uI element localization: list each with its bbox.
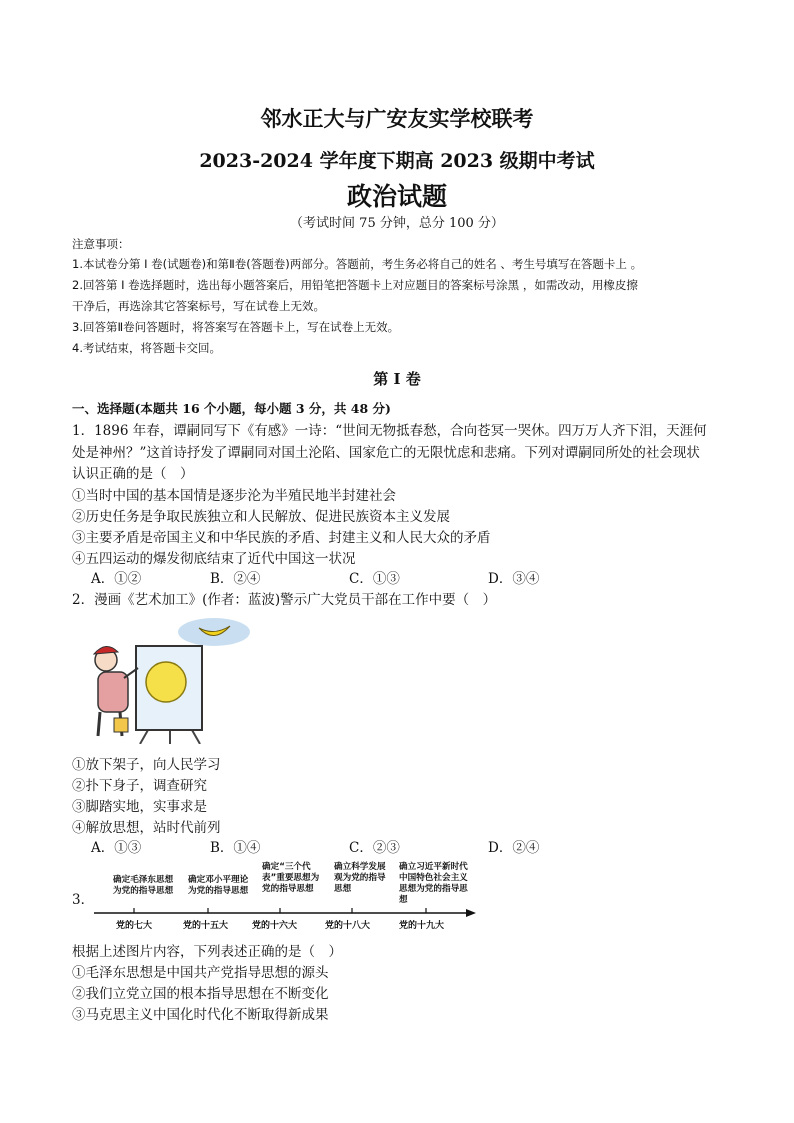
q1-statement: ①当时中国的基本国情是逐步沦为半殖民地半封建社会 (72, 488, 396, 504)
q3-stem: 根据上述图片内容，下列表述正确的是（ ） (72, 944, 342, 960)
exam-term-title: 2023-2024 学年度下期高 2023 级期中考试 (199, 150, 595, 172)
q1-stem-line: 1．1896 年春，谭嗣同写下《有感》一诗：“世间无物抵春愁，合向苍冥一哭休。四万万人齐下泪，天涯何 (72, 423, 707, 439)
q2-option-d: D．②④ (488, 840, 540, 856)
q1-option-c: C．①③ (349, 571, 400, 587)
timeline-event-text: 确定毛泽东思想为党的指导思想 (113, 875, 174, 896)
q2-option-b: B．①④ (210, 840, 261, 856)
q2-statement: ④解放思想，站时代前列 (72, 820, 221, 836)
timeline-label: 党的七大 (116, 921, 153, 931)
q1-stem-line: 认识正确的是（ ） (72, 466, 194, 482)
notes-heading: 注意事项： (72, 237, 130, 251)
q2-statement: ③脚踏实地，实事求是 (72, 799, 207, 815)
q2-option-c: C．②③ (349, 840, 400, 856)
note-item: 1.本试卷分第 I 卷(试题卷)和第Ⅱ卷(答题卷)两部分。答题前，考生务必将自己的姓名 、考生号填写在答题卡上 。 (72, 257, 643, 271)
cartoon-art-processing-image (74, 612, 256, 744)
note-item: 4.考试结束，将答题卡交回。 (72, 341, 221, 355)
note-item: 干净后，再选涂其它答案标号，写在试卷上无效。 (72, 299, 325, 313)
q2-stem: 2．漫画《艺术加工》(作者：蓝波)警示广大党员干部在工作中要（ ） (72, 592, 497, 608)
timeline-label: 党的十八大 (325, 921, 371, 931)
q3-number: 3． (72, 892, 95, 908)
q2-statement: ②扑下身子，调查研究 (72, 778, 207, 794)
exam-subtitle: （考试时间 75 分钟，总分 100 分） (290, 216, 504, 231)
timeline-event-text: 确立科学发展观为党的指导思想 (334, 862, 386, 894)
q3-statement: ①毛泽东思想是中国共产党指导思想的源头 (72, 965, 329, 981)
q3-statement: ②我们立党立国的根本指导思想在不断变化 (72, 986, 329, 1002)
note-item: 2.回答第 I 卷选择题时，选出每小题答案后，用铅笔把答题卡上对应题目的答案标号涂黑 ，如需改动，用橡皮擦 (72, 278, 638, 292)
q1-statement: ③主要矛盾是帝国主义和中华民族的矛盾、封建主义和人民大众的矛盾 (72, 530, 491, 546)
q1-option-b: B．②④ (210, 571, 261, 587)
exam-school-title: 邻水正大与广安友实学校联考 (260, 106, 534, 131)
section-title: 第 I 卷 (373, 370, 421, 388)
exam-subject-title: 政治试题 (346, 182, 447, 211)
q1-statement: ④五四运动的爆发彻底结束了近代中国这一状况 (72, 551, 356, 567)
timeline-label: 党的十九大 (399, 921, 445, 931)
timeline-label: 党的十六大 (252, 921, 298, 931)
q2-option-a: A．①③ (91, 840, 142, 856)
section-heading: 一、选择题(本题共 16 个小题，每小题 3 分，共 48 分) (72, 401, 391, 416)
q3-statement: ③马克思主义中国化时代化不断取得新成果 (72, 1007, 329, 1023)
timeline-event-text: 确立习近平新时代中国特色社会主义思想为党的指导思想 (399, 862, 468, 905)
q1-option-a: A．①② (91, 571, 142, 587)
timeline-label: 党的十五大 (183, 921, 229, 931)
q1-stem-line: 处是神州？”这首诗抒发了谭嗣同对国土沦陷、国家危亡的无限忧虑和悲痛。下列对谭嗣同所处的社会现状 (72, 445, 700, 461)
timeline-event-text: 确定“三个代表”重要思想为党的指导思想 (262, 862, 320, 894)
q1-statement: ②历史任务是争取民族独立和人民解放、促进民族资本主义发展 (72, 509, 450, 525)
q1-option-d: D．③④ (488, 571, 540, 587)
q2-statement: ①放下架子，向人民学习 (72, 757, 221, 773)
note-item: 3.回答第Ⅱ卷问答题时，将答案写在答题卡上，写在试卷上无效。 (72, 320, 400, 334)
timeline-event-text: 确定邓小平理论为党的指导思想 (188, 875, 249, 896)
